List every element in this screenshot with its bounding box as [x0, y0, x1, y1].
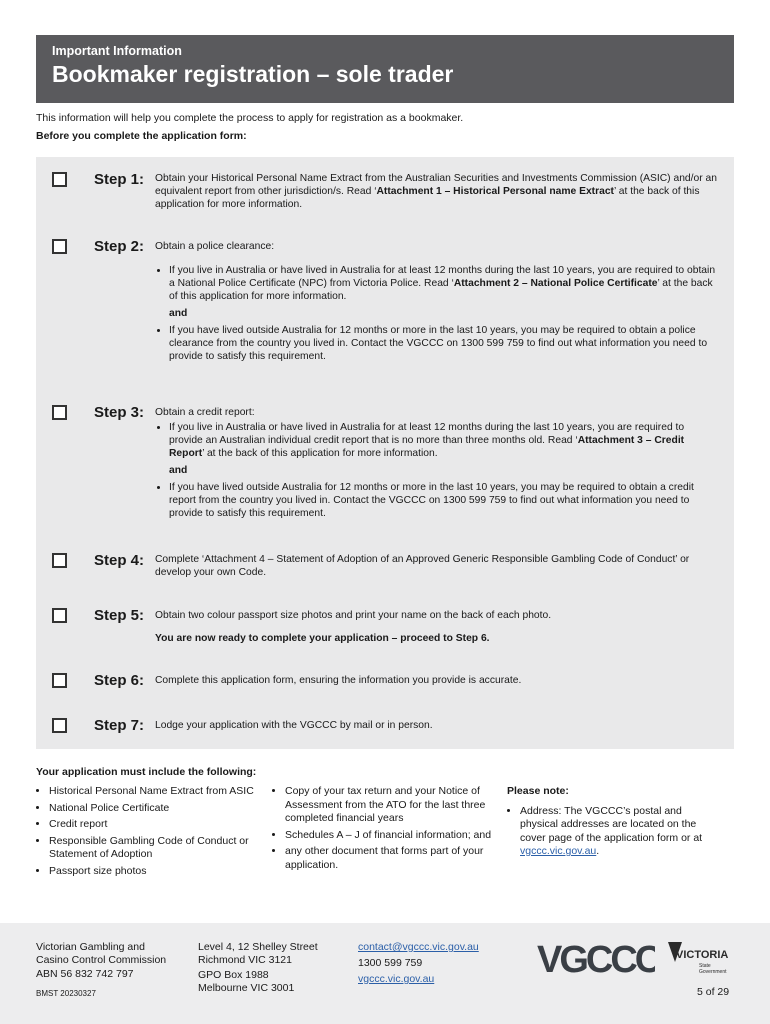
step-7-text: Lodge your application with the VGCCC by mail or in person. [155, 720, 433, 731]
step-2-text: Obtain a police clearance: • If you live in Australia or have lived in Australia for at least 12 months during the last 10 years, you are required to obtain a National Police Certificate (NPC) from Victoria Police. Read ‘Attachment 2 – National Police Certificate’ at the back of this application for more information. and • If you have lived outside Australia for 12 months or more in the last 10 years, you may be required to obtain a police clearance from the country you lived in. Contact the VGCCC on 1300 599 759 to find out what information you need to provide to satisfy this requirement. [155, 240, 719, 363]
note-box [507, 785, 722, 862]
page-header [36, 35, 734, 103]
email-link[interactable]: contact@vgccc.vic.gov.au [358, 941, 479, 953]
step-3-text: Obtain a credit report: • If you live in Australia or have lived in Australia for at least 12 months during the last 10 years, you are required to provide an Australian individual credit report that is no more than three months old. Read ‘Attachment 3 – Credit Report’ at the back of this application for more information. and • If you have lived outside Australia for 12 months or more in the last 10 years, you may be required to obtain a credit report from the country you lived in. Contact the VGCCC on 1300 599 759 to find out what information you need to provide to satisfy this requirement. [155, 406, 719, 520]
requirements-list-2 [272, 785, 492, 875]
list-item: • Credit report [49, 818, 254, 832]
list-item: • If you have lived outside Australia for 12 months or more in the last 10 years, you may be required to obtain a credit report from the country you lived in. Contact the VGCCC on 1300 599 759 to find out what information you need to provide to satisfy this requirement. [169, 481, 719, 520]
step-1-checkbox[interactable] [52, 172, 67, 187]
requirements-heading: Your application must include the following: [36, 766, 257, 778]
step-4-label: Step 4: [93, 552, 144, 569]
step-2-checkbox[interactable] [52, 239, 67, 254]
page-title: Bookmaker registration – sole trader [52, 61, 454, 87]
page-number: 5 of 29 [697, 986, 730, 998]
step-6-text: Complete this application form, ensuring the information you provide is accurate. [155, 675, 522, 686]
website-link[interactable]: vgccc.vic.gov.au [358, 973, 435, 985]
step-3-label: Step 3: [93, 404, 144, 421]
footer-org: Victorian Gambling and Casino Control Commission ABN 56 832 742 797 BMST 20230327 [36, 941, 196, 1000]
note-heading: Please note: [507, 785, 569, 797]
step-6-label: Step 6: [93, 672, 144, 689]
svg-text:VICTORIA: VICTORIA [676, 949, 729, 961]
list-item: • If you live in Australia or have lived in Australia for at least 12 months during the last 10 years, you are required to obtain a National Police Certificate (NPC) from Victoria Police. Read ‘Attachment 2 – National Police Certificate’ at the back of this application for more information. [169, 264, 719, 303]
footer-abn: ABN 56 832 742 797 [36, 968, 134, 980]
step-5-label: Step 5: [93, 607, 144, 624]
step-5-checkbox[interactable] [52, 608, 67, 623]
list-item: • Responsible Gambling Code of Conduct or Statement of Adoption [49, 835, 254, 862]
step-6-checkbox[interactable] [52, 673, 67, 688]
victoria-government-logo [666, 940, 734, 983]
list-item: • Schedules A – J of financial information; and [285, 829, 492, 843]
list-item: • National Police Certificate [49, 802, 254, 816]
step-7-checkbox[interactable] [52, 718, 67, 733]
step-7-label: Step 7: [93, 717, 144, 734]
intro-text: This information will help you complete the process to apply for registration as a bookmaker. [36, 112, 464, 124]
step-4-text: Complete ‘Attachment 4 – Statement of Adoption of an Approved Generic Responsible Gambling Code of Conduct’ or develop your own Code. [155, 554, 690, 578]
requirements-list-1 [36, 785, 254, 881]
step-5-text: Obtain two colour passport size photos and print your name on the back of each photo. You are now ready to complete your application – proceed to Step 6. [155, 610, 552, 644]
note-item: • Address: The VGCCC’s postal and physical addresses are located on the cover page of the application form or at vgccc.vic.gov.au. [520, 805, 722, 859]
steps-panel [36, 157, 734, 749]
website-link[interactable]: vgccc.vic.gov.au [520, 845, 597, 857]
step-3-checkbox[interactable] [52, 405, 67, 420]
footer-phone: 1300 599 759 [358, 957, 423, 969]
list-item: • Passport size photos [49, 865, 254, 879]
svg-text:VGCCC: VGCCC [537, 940, 655, 978]
footer-code: BMST 20230327 [36, 989, 96, 998]
list-item: • If you live in Australia or have lived in Australia for at least 12 months during the last 10 years, you are required to provide an Australian individual credit report that is no more than three months old. Read ‘Attachment 3 – Credit Report’ at the back of this application for more information. [169, 421, 719, 460]
footer-contact [358, 941, 518, 986]
svg-text:Government: Government [699, 969, 727, 975]
header-subtitle: Important Information [52, 44, 182, 58]
vgccc-logo [537, 940, 655, 983]
step-4-checkbox[interactable] [52, 553, 67, 568]
step-2-label: Step 2: [93, 238, 144, 255]
step-1-label: Step 1: [93, 171, 144, 188]
svg-text:State: State [699, 963, 711, 969]
list-item: • any other document that forms part of your application. [285, 845, 492, 872]
list-item: • Historical Personal Name Extract from ASIC [49, 785, 254, 799]
footer-address: Level 4, 12 Shelley Street Richmond VIC 3121 GPO Box 1988 Melbourne VIC 3001 [198, 941, 318, 994]
step-1-text: Obtain your Historical Personal Name Extract from the Australian Securities and Investments Commission (ASIC) and/or an equivalent report from other jurisdiction/s. Read ‘Attachment 1 – Historical Personal name Extract’ at the back of this application for more information. [155, 173, 717, 210]
list-item: • If you have lived outside Australia for 12 months or more in the last 10 years, you may be required to obtain a police clearance from the country you lived in. Contact the VGCCC on 1300 599 759 to find out what information you need to provide to satisfy this requirement. [169, 324, 719, 363]
intro-subheading: Before you complete the application form: [36, 130, 247, 142]
list-item: • Copy of your tax return and your Notice of Assessment from the ATO for the last three completed financial years [285, 785, 492, 826]
